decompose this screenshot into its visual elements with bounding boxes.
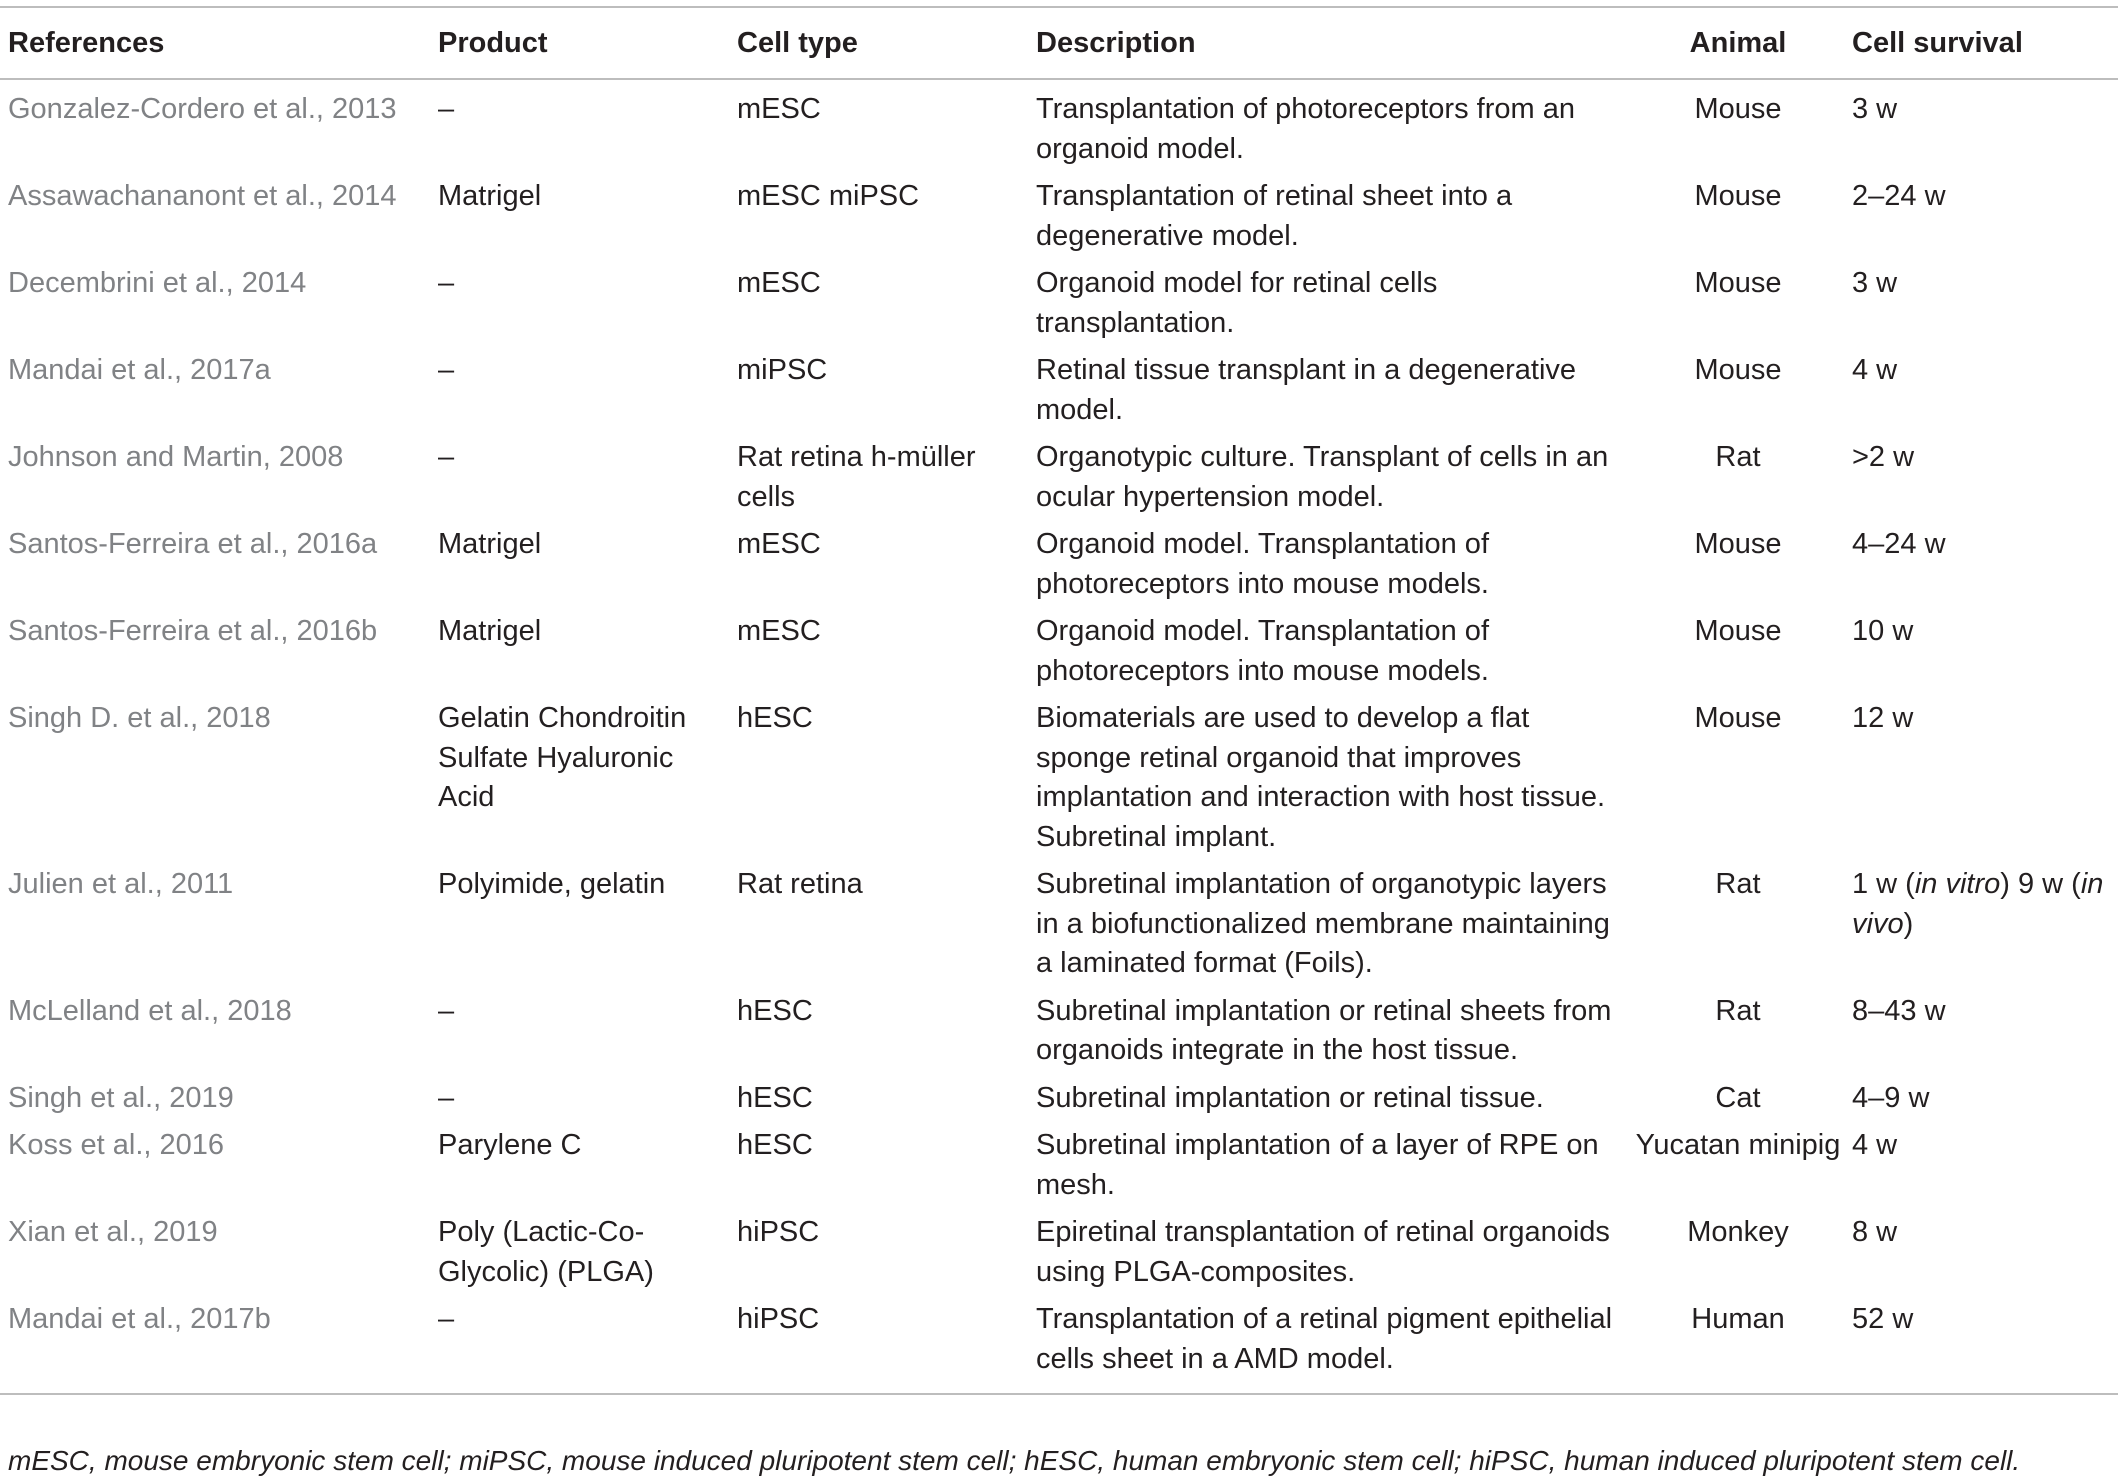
cell-reference: Santos-Ferreira et al., 2016a — [8, 528, 378, 560]
cell-reference: Julien et al., 2011 — [8, 868, 234, 900]
cell-description: Organoid model. Transplantation of photoreceptors into mouse models. — [1036, 528, 1489, 600]
cell-cell-type: mESC — [737, 528, 821, 560]
cell-reference: Decembrini et al., 2014 — [8, 267, 307, 299]
table-row — [0, 79, 2118, 177]
table-row — [0, 1213, 2118, 1300]
cell-animal: Mouse — [1694, 702, 1782, 734]
cell-reference: Gonzalez-Cordero et al., 2013 — [8, 93, 397, 125]
cell-reference: Singh D. et al., 2018 — [8, 702, 271, 734]
cell-cell-type: Rat retina — [737, 868, 863, 900]
cell-animal: Yucatan minipig — [1635, 1129, 1841, 1161]
cell-animal: Mouse — [1694, 267, 1782, 299]
cell-cell-type: hiPSC — [737, 1303, 820, 1335]
cell-cell-survival: 2–24 w — [1852, 180, 1946, 212]
table-row — [0, 1300, 2118, 1394]
cell-cell-survival: 10 w — [1852, 615, 1914, 647]
cell-animal: Rat — [1715, 441, 1761, 473]
cell-animal: Rat — [1715, 868, 1761, 900]
cell-animal: Cat — [1715, 1081, 1761, 1114]
cell-cell-survival: 3 w — [1852, 93, 1898, 125]
header-cell-type: Cell type — [737, 26, 858, 59]
cell-product: Poly (Lactic-Co-Glycolic) (PLGA) — [438, 1216, 654, 1288]
data-table — [0, 6, 2118, 1395]
header-animal: Animal — [1689, 26, 1787, 59]
italic-term: in vivo — [1852, 868, 2104, 940]
cell-cell-survival: 4 w — [1852, 1129, 1898, 1161]
cell-product: – — [438, 267, 455, 299]
cell-animal: Mouse — [1694, 354, 1782, 386]
cell-description: Transplantation of a retinal pigment epithelial cells sheet in a AMD model. — [1036, 1303, 1613, 1375]
cell-reference: Mandai et al., 2017b — [8, 1303, 271, 1335]
cell-reference: Johnson and Martin, 2008 — [8, 441, 344, 473]
cell-description: Transplantation of retinal sheet into a degenerative model. — [1036, 180, 1513, 252]
cell-animal: Monkey — [1687, 1216, 1789, 1248]
cell-animal: Rat — [1715, 994, 1761, 1027]
cell-product: Matrigel — [438, 180, 542, 212]
cell-animal: Human — [1691, 1303, 1785, 1335]
cell-cell-type: mESC — [737, 615, 821, 647]
cell-product: – — [438, 93, 455, 125]
cell-cell-type: hESC — [737, 994, 813, 1027]
cell-product: – — [438, 354, 455, 386]
cell-cell-type: hESC — [737, 702, 813, 734]
data-table-container — [0, 6, 2118, 1395]
cell-cell-survival: 4–9 w — [1852, 1081, 1930, 1114]
cell-description: Subretinal implantation of organotypic layers in a biofunctionalized membrane maintaining a laminated format (Foils). — [1036, 868, 1610, 979]
cell-description: Organoid model. Transplantation of photoreceptors into mouse models. — [1036, 615, 1489, 687]
table-row — [0, 525, 2118, 612]
cell-reference: Mandai et al., 2017a — [8, 354, 271, 386]
cell-description: Transplantation of photoreceptors from an organoid model. — [1036, 93, 1575, 165]
cell-product: Matrigel — [438, 528, 542, 560]
cell-description: Organotypic culture. Transplant of cells in an ocular hypertension model. — [1036, 441, 1609, 513]
cell-animal: Mouse — [1694, 180, 1782, 212]
cell-cell-survival: >2 w — [1852, 441, 1915, 473]
cell-description: Epiretinal transplantation of retinal organoids using PLGA-composites. — [1036, 1216, 1610, 1288]
cell-description: Biomaterials are used to develop a flat sponge retinal organoid that improves implantation and interaction with host tissue. Subretinal implant. — [1036, 702, 1606, 853]
table-row — [0, 992, 2118, 1079]
cell-cell-type: hESC — [737, 1129, 813, 1161]
cell-cell-survival: 3 w — [1852, 267, 1898, 299]
cell-cell-survival: 1 w (in vitro) 9 w (in vivo) — [1852, 868, 2104, 940]
table-row — [0, 612, 2118, 699]
header-description: Description — [1036, 26, 1196, 59]
table-header-row — [0, 7, 2118, 79]
cell-cell-survival: 52 w — [1852, 1303, 1914, 1335]
cell-cell-survival: 4 w — [1852, 354, 1898, 386]
table-row — [0, 177, 2118, 264]
header-product: Product — [438, 26, 548, 59]
cell-reference: Xian et al., 2019 — [8, 1216, 218, 1248]
header-references: References — [8, 26, 165, 59]
cell-cell-type: mESC — [737, 267, 821, 299]
cell-description: Subretinal implantation of a layer of RPE on mesh. — [1036, 1129, 1599, 1201]
cell-description: Subretinal implantation or retinal sheets from organoids integrate in the host tissue. — [1036, 994, 1612, 1066]
header-cell-survival: Cell survival — [1852, 26, 2023, 59]
table-row — [0, 264, 2118, 351]
cell-description: Subretinal implantation or retinal tissue. — [1036, 1081, 1544, 1114]
italic-term: in vitro — [1914, 868, 2001, 900]
table-footnote: mESC, mouse embryonic stem cell; miPSC, mouse induced pluripotent stem cell; hESC, human embryonic stem cell; hiPSC, human induced pluripotent stem cell. — [8, 1445, 2021, 1476]
cell-cell-type: miPSC — [737, 354, 828, 386]
cell-cell-survival: 8–43 w — [1852, 994, 1946, 1027]
cell-product: Gelatin Chondroitin Sulfate Hyaluronic Acid — [438, 702, 687, 813]
cell-product: Parylene C — [438, 1129, 582, 1161]
cell-reference: McLelland et al., 2018 — [8, 994, 292, 1027]
cell-product: – — [438, 994, 455, 1027]
cell-product: – — [438, 441, 455, 473]
cell-cell-type: hiPSC — [737, 1216, 820, 1248]
cell-animal: Mouse — [1694, 615, 1782, 647]
cell-description: Retinal tissue transplant in a degenerative model. — [1036, 354, 1577, 426]
cell-animal: Mouse — [1694, 93, 1782, 125]
cell-cell-type: Rat retina h-müller cells — [737, 441, 976, 513]
cell-cell-type: hESC — [737, 1081, 813, 1114]
table-row — [0, 1126, 2118, 1213]
table-row — [0, 865, 2118, 992]
cell-product: – — [438, 1303, 455, 1335]
cell-reference: Singh et al., 2019 — [8, 1081, 234, 1114]
cell-reference: Santos-Ferreira et al., 2016b — [8, 615, 378, 647]
cell-animal: Mouse — [1694, 528, 1782, 560]
cell-reference: Koss et al., 2016 — [8, 1129, 225, 1161]
cell-product: Matrigel — [438, 615, 542, 647]
table-row — [0, 351, 2118, 438]
cell-reference: Assawachananont et al., 2014 — [8, 180, 397, 212]
table-row — [0, 1079, 2118, 1127]
table-row — [0, 699, 2118, 865]
cell-product: – — [438, 1081, 455, 1114]
cell-cell-survival: 8 w — [1852, 1216, 1898, 1248]
cell-product: Polyimide, gelatin — [438, 868, 666, 900]
cell-description: Organoid model for retinal cells transplantation. — [1036, 267, 1438, 339]
table-row — [0, 438, 2118, 525]
cell-cell-survival: 12 w — [1852, 702, 1914, 734]
cell-cell-type: mESC miPSC — [737, 180, 920, 212]
cell-cell-type: mESC — [737, 93, 821, 125]
table-body — [0, 79, 2118, 1394]
cell-cell-survival: 4–24 w — [1852, 528, 1946, 560]
